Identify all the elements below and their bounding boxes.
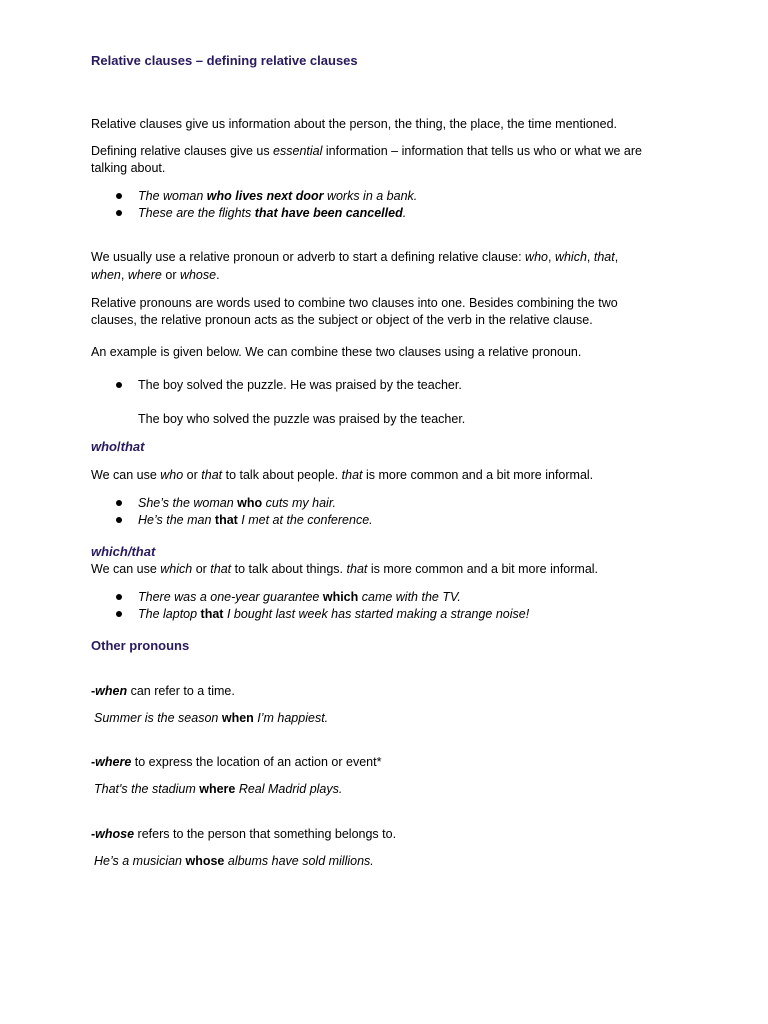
example-intro: An example is given below. We can combine these two clauses using a relative pronoun. [91, 345, 582, 359]
who-that-example-1: She’s the woman who cuts my hair. [138, 496, 336, 510]
pronouns-paragraph-line-1: Relative pronouns are words used to combine two clauses into one. Besides combining the two [91, 296, 618, 310]
example-after: The boy who solved the puzzle was praised by the teacher. [138, 412, 466, 426]
defining-example-1: The woman who lives next door works in a bank. [138, 189, 418, 203]
example-before: The boy solved the puzzle. He was praised by the teacher. [138, 378, 462, 392]
bullet-icon [116, 193, 122, 199]
usual-paragraph-line-2: when, where or whose. [91, 268, 220, 282]
bullet-icon [116, 517, 122, 523]
pronouns-paragraph-line-2: clauses, the relative pronoun acts as the subject or object of the verb in the relative clause. [91, 313, 593, 327]
intro-paragraph: Relative clauses give us information about the person, the thing, the place, the time mentioned. [91, 117, 618, 131]
defining-example-2: These are the flights that have been cancelled. [138, 206, 407, 220]
where-rule: -where to express the location of an action or event* [91, 755, 382, 769]
which-that-example-1: There was a one-year guarantee which came with the TV. [138, 590, 461, 604]
section-heading-which-that: which/that [91, 544, 156, 559]
where-example: That's the stadium where Real Madrid plays. [94, 782, 343, 796]
defining-paragraph-line-2: talking about. [91, 161, 166, 175]
which-that-paragraph: We can use which or that to talk about things. that is more common and a bit more informal. [91, 562, 599, 576]
who-that-paragraph: We can use who or that to talk about people. that is more common and a bit more informal. [91, 468, 594, 482]
page-title: Relative clauses – defining relative clauses [91, 53, 358, 68]
who-that-example-2: He’s the man that I met at the conference. [138, 513, 373, 527]
defining-paragraph-line-1: Defining relative clauses give us essential information – information that tells us who or what we are [91, 144, 642, 158]
whose-example: He’s a musician whose albums have sold millions. [94, 854, 374, 868]
bullet-icon [116, 611, 122, 617]
whose-rule: -whose refers to the person that something belongs to. [91, 827, 397, 841]
bullet-icon [116, 382, 122, 388]
bullet-icon [116, 594, 122, 600]
when-example: Summer is the season when I’m happiest. [94, 711, 329, 725]
section-heading-other-pronouns: Other pronouns [91, 638, 190, 653]
bullet-icon [116, 500, 122, 506]
which-that-example-2: The laptop that I bought last week has started making a strange noise! [138, 607, 530, 621]
section-heading-who-that: who/that [91, 439, 145, 454]
when-rule: -when can refer to a time. [91, 684, 235, 698]
bullet-icon [116, 210, 122, 216]
usual-paragraph-line-1: We usually use a relative pronoun or adverb to start a defining relative clause: who, which, that, [91, 250, 619, 264]
